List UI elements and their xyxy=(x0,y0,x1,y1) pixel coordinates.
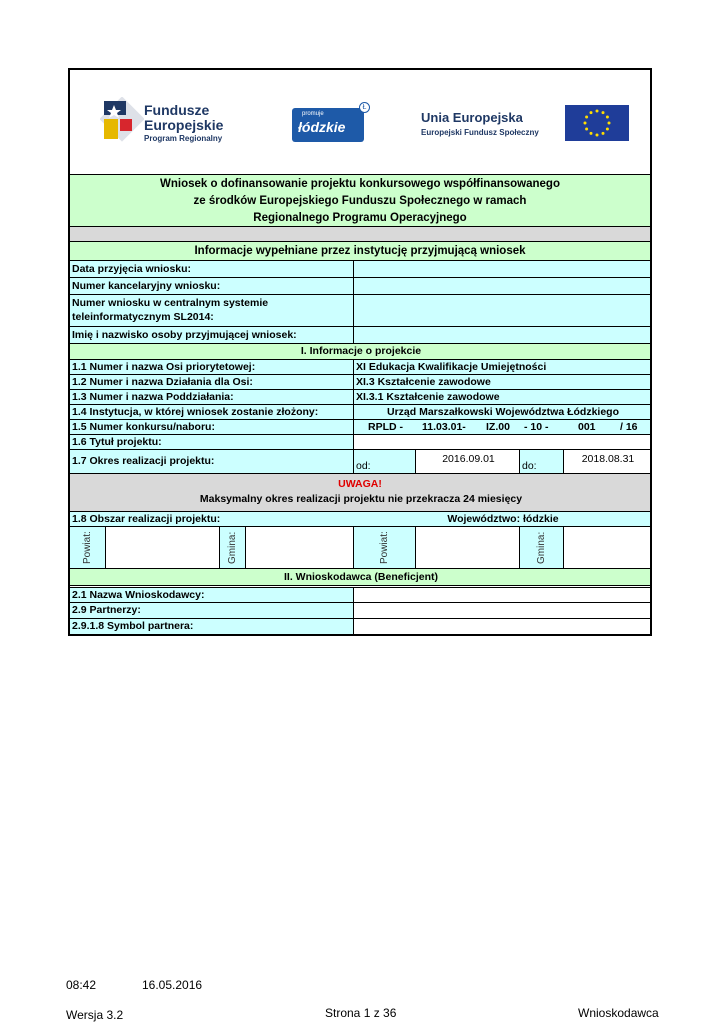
ue-line1: Unia Europejska xyxy=(421,110,523,125)
project-title-label xyxy=(70,435,354,450)
eu-flag-icon xyxy=(565,105,629,141)
partners-label-text: 2.9 Partnerzy: xyxy=(72,604,141,616)
from-date-field[interactable] xyxy=(416,450,520,474)
sl2014-number-label xyxy=(70,295,354,327)
lodz-big-text: łódzkie xyxy=(298,119,346,135)
subaction-value xyxy=(354,390,650,405)
powiat-label-1 xyxy=(70,527,106,569)
contest-value xyxy=(354,420,650,435)
from-label-text: od: xyxy=(356,460,371,472)
contest-label xyxy=(70,420,354,435)
unia-europejska-text xyxy=(421,110,539,137)
voivodeship-text: Województwo: łódzkie xyxy=(447,513,559,525)
form-title xyxy=(70,174,650,226)
fe-line1: Fundusze xyxy=(144,102,210,118)
date-received-label-text: Data przyjęcia wniosku: xyxy=(72,263,192,275)
powiat-field-1[interactable] xyxy=(106,527,220,569)
partners-field[interactable] xyxy=(354,603,650,619)
axis-value xyxy=(354,360,650,375)
voivodeship xyxy=(354,512,650,527)
promuje-lodzkie-logo xyxy=(292,108,364,142)
institution-header xyxy=(70,241,650,261)
action-label-text: 1.2 Numer i nazwa Działania dla Osi: xyxy=(72,376,253,388)
footer-date: 16.05.2016 xyxy=(142,978,203,992)
contest-label-text: 1.5 Numer konkursu/naboru: xyxy=(72,421,215,433)
applicant-header-text: II. Wnioskodawca (Beneficjent) xyxy=(283,571,439,583)
fundusze-europejskie-text xyxy=(144,103,223,143)
institution-header-text: Informacje wypełniane przez instytucję przyjmującą wniosek xyxy=(194,245,526,257)
receiver-name-label xyxy=(70,327,354,344)
footer-time: 08:42 xyxy=(66,978,97,992)
gmina-field-2[interactable] xyxy=(564,527,650,569)
powiat-label-2-text: Powiat: xyxy=(379,531,390,565)
axis-label xyxy=(70,360,354,375)
warning-box xyxy=(70,474,650,512)
date-received-label xyxy=(70,261,354,278)
axis-value-text: XI Edukacja Kwalifikacje Umiejętności xyxy=(356,361,547,373)
area-label xyxy=(70,512,354,527)
subaction-label-text: 1.3 Numer i nazwa Poddziałania: xyxy=(72,391,234,403)
contest-prefix: RPLD - xyxy=(368,421,403,433)
gmina-label-1 xyxy=(220,527,246,569)
footer-version: Wersja 3.2 xyxy=(66,1008,124,1022)
to-label xyxy=(520,450,564,474)
partner-symbol-label xyxy=(70,619,354,634)
action-value xyxy=(354,375,650,390)
contest-iz: IZ.00 xyxy=(486,421,510,433)
from-date-value: 2016.09.01 xyxy=(442,453,495,465)
fundusze-europejskie-logo xyxy=(100,97,144,143)
gray-separator xyxy=(70,226,650,241)
warning-title: UWAGA! xyxy=(338,478,382,490)
title-line1: Wniosek o dofinansowanie projektu konkursowego współfinansowanego xyxy=(160,178,560,190)
subaction-value-text: XI.3.1 Kształcenie zawodowe xyxy=(356,391,500,403)
subaction-label xyxy=(70,390,354,405)
fe-line3: Program Regionalny xyxy=(144,134,223,143)
office-number-label-text: Numer kancelaryjny wniosku: xyxy=(72,280,221,292)
gmina-label-1-text: Gmina: xyxy=(227,531,238,565)
eu-stars-icon xyxy=(565,105,629,141)
from-label xyxy=(354,450,416,474)
area-label-text: 1.8 Obszar realizacji projektu: xyxy=(72,513,221,525)
footer-page-number: Strona 1 z 36 xyxy=(325,1006,397,1020)
applicant-header xyxy=(70,569,650,586)
ue-line2: Europejski Fundusz Społeczny xyxy=(421,128,539,137)
institution-value-text: Urząd Marszałkowski Województwa Łódzkiego xyxy=(386,406,619,418)
partner-symbol-label-text: 2.9.1.8 Symbol partnera: xyxy=(72,620,194,632)
action-label xyxy=(70,375,354,390)
powiat-label-2 xyxy=(354,527,416,569)
office-number-field[interactable] xyxy=(354,278,650,295)
contest-ten: - 10 - xyxy=(524,421,549,433)
application-form xyxy=(68,68,652,636)
powiat-field-2[interactable] xyxy=(416,527,520,569)
warning-text: Maksymalny okres realizacji projektu nie przekracza 24 miesięcy xyxy=(199,493,523,505)
contest-number: 001 xyxy=(578,421,596,433)
copyright-badge-icon: Ł xyxy=(359,102,370,113)
to-label-text: do: xyxy=(522,460,537,472)
receiver-name-field[interactable] xyxy=(354,327,650,344)
partner-symbol-field[interactable] xyxy=(354,619,650,634)
project-title-field[interactable] xyxy=(354,435,650,450)
period-label xyxy=(70,450,354,474)
applicant-name-field[interactable] xyxy=(354,588,650,603)
sl2014-label-line2: teleinformatycznym SL2014: xyxy=(72,311,214,323)
sl2014-label-line1: Numer wniosku w centralnym systemie xyxy=(72,297,269,309)
sl2014-number-field[interactable] xyxy=(354,295,650,327)
period-label-text: 1.7 Okres realizacji projektu: xyxy=(72,455,215,467)
partners-label xyxy=(70,603,354,619)
institution-value xyxy=(354,405,650,420)
gmina-label-2 xyxy=(520,527,564,569)
fe-line2: Europejskie xyxy=(144,117,224,133)
office-number-label xyxy=(70,278,354,295)
institution-label-text: 1.4 Instytucja, w której wniosek zostanie złożony: xyxy=(72,406,319,418)
contest-year: / 16 xyxy=(620,421,638,433)
applicant-name-label xyxy=(70,588,354,603)
axis-label-text: 1.1 Numer i nazwa Osi priorytetowej: xyxy=(72,361,256,373)
title-line3: Regionalnego Programu Operacyjnego xyxy=(253,212,467,224)
project-header xyxy=(70,344,650,360)
lodz-small-text: promuje xyxy=(302,111,324,117)
contest-measure: 11.03.01- xyxy=(422,421,466,433)
gmina-field-1[interactable] xyxy=(246,527,354,569)
to-date-field[interactable] xyxy=(564,450,650,474)
action-value-text: XI.3 Kształcenie zawodowe xyxy=(356,376,491,388)
title-line2: ze środków Europejskiego Funduszu Społecznego w ramach xyxy=(193,195,527,207)
gmina-label-2-text: Gmina: xyxy=(536,531,547,565)
receiver-name-label-text: Imię i nazwisko osoby przyjmującej wniosek: xyxy=(72,329,297,341)
date-received-field[interactable] xyxy=(354,261,650,278)
footer-section: Wnioskodawca xyxy=(578,1006,659,1020)
project-header-text: I. Informacje o projekcie xyxy=(300,345,422,357)
applicant-name-label-text: 2.1 Nazwa Wnioskodawcy: xyxy=(72,589,205,601)
institution-label xyxy=(70,405,354,420)
project-title-label-text: 1.6 Tytuł projektu: xyxy=(72,436,162,448)
powiat-label-1-text: Powiat: xyxy=(82,531,93,565)
to-date-value: 2018.08.31 xyxy=(581,453,635,465)
logo-strip xyxy=(70,70,650,174)
